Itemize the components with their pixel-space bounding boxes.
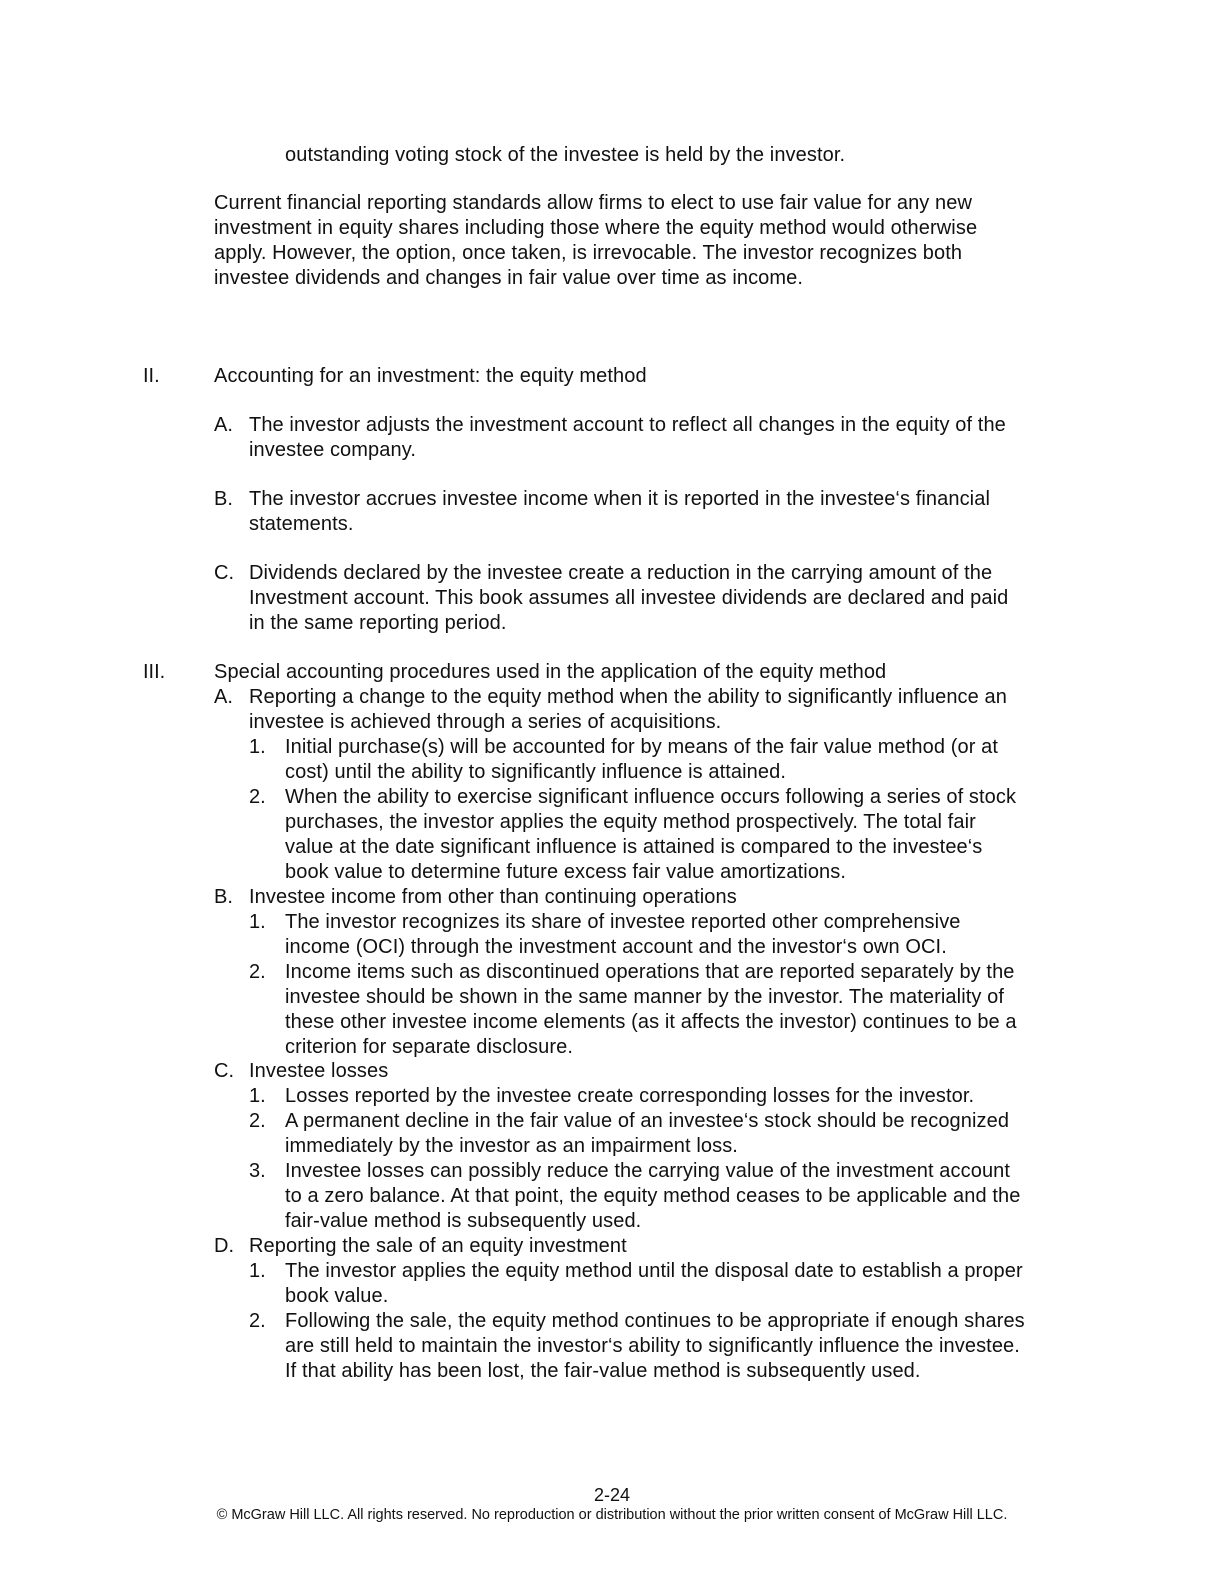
intro-paragraph-line: Current financial reporting standards allow firms to elect to use fair value for any new <box>214 192 973 214</box>
section-iii-a-line: Reporting a change to the equity method when the ability to significantly influence an <box>249 686 1007 708</box>
section-ii-heading: Accounting for an investment: the equity method <box>214 365 647 387</box>
section-iii-c-line: Investee losses <box>249 1060 389 1082</box>
section-ii-item-c-line: Investment account. This book assumes all investee dividends are declared and paid <box>249 587 1009 609</box>
section-ii-item-a-line: investee company. <box>249 439 416 461</box>
section-iii-b-2-line: investee should be shown in the same manner by the investor. The materiality of <box>285 986 1005 1008</box>
section-iii-a-2-marker: 2. <box>249 786 266 808</box>
section-iii-b-1-marker: 1. <box>249 911 266 933</box>
section-iii-a-1-line: Initial purchase(s) will be accounted for by means of the fair value method (or at <box>285 736 998 758</box>
page-number: 2-24 <box>593 1485 631 1505</box>
section-iii-c-3-marker: 3. <box>249 1160 266 1182</box>
section-iii-b-marker: B. <box>214 886 233 908</box>
section-iii-d-1-line: book value. <box>285 1285 389 1307</box>
section-iii-b-2-line: these other investee income elements (as it affects the investor) continues to be a <box>285 1011 1017 1033</box>
section-ii-item-c-line: Dividends declared by the investee create a reduction in the carrying amount of the <box>249 562 993 584</box>
section-iii-a-2-line: purchases, the investor applies the equity method prospectively. The total fair <box>285 811 976 833</box>
section-ii-item-b-line: statements. <box>249 513 354 535</box>
section-iii-c-3-line: to a zero balance. At that point, the equity method ceases to be applicable and the <box>285 1185 1021 1207</box>
section-ii-numeral: II. <box>143 365 160 387</box>
intro-paragraph-line: investee dividends and changes in fair value over time as income. <box>214 267 804 289</box>
copyright-notice: © McGraw Hill LLC. All rights reserved. No reproduction or distribution without the prior written consent of McGraw Hill LLC. <box>216 1507 1008 1523</box>
section-iii-b-line: Investee income from other than continuing operations <box>249 886 737 908</box>
section-iii-d-line: Reporting the sale of an equity investment <box>249 1235 627 1257</box>
section-iii-numeral: III. <box>143 661 166 683</box>
section-iii-c-2-line: immediately by the investor as an impairment loss. <box>285 1135 738 1157</box>
section-ii-item-c-marker: C. <box>214 562 234 584</box>
section-iii-a-2-line: When the ability to exercise significant influence occurs following a series of stock <box>285 786 1017 808</box>
section-iii-d-1-line: The investor applies the equity method until the disposal date to establish a proper <box>285 1260 1023 1282</box>
section-iii-a-line: investee is achieved through a series of acquisitions. <box>249 711 722 733</box>
intro-carry-line: outstanding voting stock of the investee is held by the investor. <box>285 144 846 166</box>
section-iii-a-2-line: book value to determine future excess fair value amortizations. <box>285 861 847 883</box>
section-iii-c-marker: C. <box>214 1060 234 1082</box>
section-iii-b-1-line: The investor recognizes its share of investee reported other comprehensive <box>285 911 961 933</box>
section-iii-d-1-marker: 1. <box>249 1260 266 1282</box>
section-iii-d-2-line: Following the sale, the equity method continues to be appropriate if enough shares <box>285 1310 1025 1332</box>
section-ii-item-b-line: The investor accrues investee income when it is reported in the investee‘s financial <box>249 488 990 510</box>
section-iii-a-marker: A. <box>214 686 233 708</box>
section-ii-item-a-line: The investor adjusts the investment account to reflect all changes in the equity of the <box>249 414 1006 436</box>
section-iii-a-1-line: cost) until the ability to significantly influence is attained. <box>285 761 787 783</box>
section-iii-d-2-marker: 2. <box>249 1310 266 1332</box>
section-iii-d-2-line: If that ability has been lost, the fair-value method is subsequently used. <box>285 1360 921 1382</box>
section-iii-b-2-marker: 2. <box>249 961 266 983</box>
section-iii-c-3-line: Investee losses can possibly reduce the carrying value of the investment account <box>285 1160 1011 1182</box>
section-iii-d-2-line: are still held to maintain the investor‘s ability to significantly influence the investee. <box>285 1335 1020 1357</box>
section-iii-c-1-line: Losses reported by the investee create corresponding losses for the investor. <box>285 1085 975 1107</box>
section-iii-b-2-line: criterion for separate disclosure. <box>285 1036 573 1058</box>
section-iii-b-1-line: income (OCI) through the investment account and the investor‘s own OCI. <box>285 936 947 958</box>
section-iii-c-1-marker: 1. <box>249 1085 266 1107</box>
section-ii-item-c-line: in the same reporting period. <box>249 612 507 634</box>
intro-paragraph-line: apply. However, the option, once taken, is irrevocable. The investor recognizes both <box>214 242 963 264</box>
section-iii-c-2-line: A permanent decline in the fair value of an investee‘s stock should be recognized <box>285 1110 1010 1132</box>
section-iii-b-2-line: Income items such as discontinued operations that are reported separately by the <box>285 961 1015 983</box>
section-iii-heading: Special accounting procedures used in the application of the equity method <box>214 661 887 683</box>
section-iii-c-3-line: fair-value method is subsequently used. <box>285 1210 642 1232</box>
section-iii-d-marker: D. <box>214 1235 234 1257</box>
section-iii-c-2-marker: 2. <box>249 1110 266 1132</box>
section-iii-a-1-marker: 1. <box>249 736 266 758</box>
section-ii-item-b-marker: B. <box>214 488 233 510</box>
section-ii-item-a-marker: A. <box>214 414 233 436</box>
section-iii-a-2-line: value at the date significant influence is attained is compared to the investee‘s <box>285 836 983 858</box>
intro-paragraph-line: investment in equity shares including those where the equity method would otherwise <box>214 217 978 239</box>
